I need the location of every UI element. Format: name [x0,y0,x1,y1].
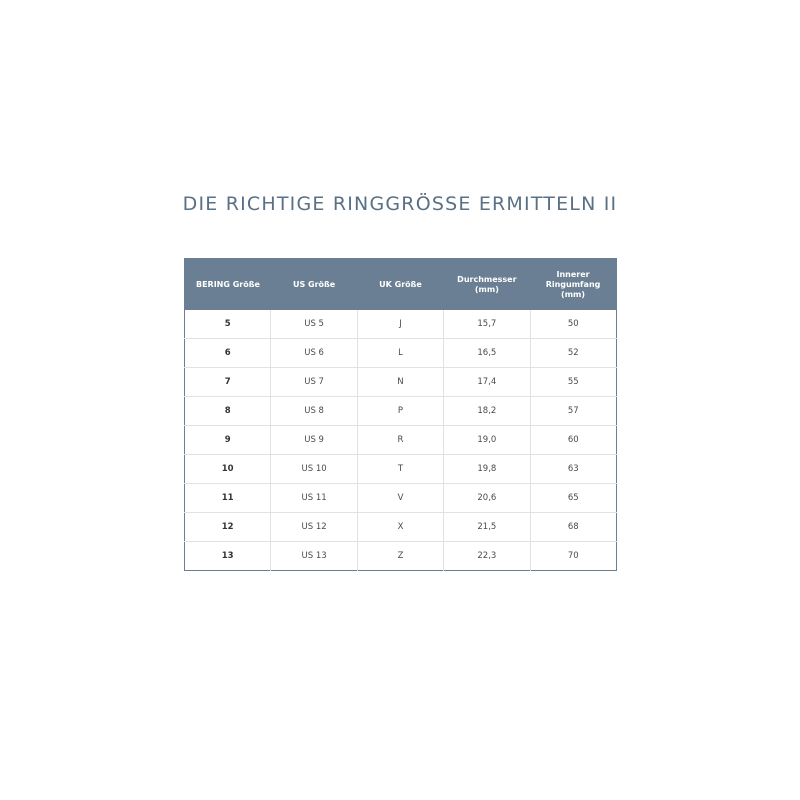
cell-circumference: 70 [567,551,579,561]
cell-us-size: US 13 [271,542,357,571]
cell-diameter: 17,4 [444,368,530,397]
cell-diameter: 22,3 [444,542,530,571]
cell-us-size: US 11 [271,484,357,513]
cell-us-size: US 10 [271,455,357,484]
cell-us-size: US 7 [271,368,357,397]
table-row [185,484,617,513]
cell-uk-size: L [357,339,443,368]
ring-size-table [184,258,617,571]
cell-us-size: US 9 [271,426,357,455]
cell-uk-size: X [357,513,443,542]
cell-diameter: 19,0 [444,426,530,455]
cell-bering-size: 11 [185,484,271,513]
cell-uk-size: T [357,455,443,484]
header-us-size: US Größe [271,259,357,311]
table-row [185,310,617,339]
cell-diameter: 15,7 [444,310,530,339]
cell-us-size: US 12 [271,513,357,542]
header-bering-size: BERING Größe [185,259,271,311]
cell-bering-size: 12 [185,513,271,542]
cell-us-size: US 6 [271,339,357,368]
cell-circumference: 68 [530,513,616,542]
cell-circumference: 60 [530,426,616,455]
cell-circumference: 63 [530,455,616,484]
header-uk-size: UK Größe [357,259,443,311]
table-row [185,455,617,484]
table-row [185,426,617,455]
table-row [185,542,617,571]
cell-circumference: 65 [530,484,616,513]
cell-uk-size: R [357,426,443,455]
header-diameter: Durchmesser (mm) [444,259,530,311]
cell-bering-size: 8 [185,397,271,426]
cell-bering-size: 10 [185,455,271,484]
cell-diameter: 20,6 [444,484,530,513]
cell-circumference: 50 [530,310,616,339]
table-row [185,397,617,426]
cell-diameter: 18,2 [444,397,530,426]
cell-bering-size: 6 [185,339,271,368]
cell-bering-size: 5 [185,310,271,339]
cell-uk-size: Z [357,542,443,571]
cell-circumference: 57 [530,397,616,426]
table-row [185,339,617,368]
cell-uk-size: N [357,368,443,397]
table-header-row [185,259,617,311]
cell-circumference: 55 [530,368,616,397]
cell-diameter: 21,5 [444,513,530,542]
header-inner-circumference: Innerer Ringumfang (mm) [530,259,616,311]
cell-us-size: US 8 [271,397,357,426]
cell-bering-size: 13 [185,542,271,571]
page-title: DIE RICHTIGE RINGGRÖSSE ERMITTELN II [182,193,618,215]
cell-us-size: US 5 [271,310,357,339]
table-row [185,368,617,397]
table-row [185,513,617,542]
cell-uk-size: V [357,484,443,513]
cell-diameter: 19,8 [444,455,530,484]
cell-bering-size: 9 [185,426,271,455]
cell-uk-size: J [357,310,443,339]
cell-circumference: 52 [530,339,616,368]
cell-bering-size: 7 [185,368,271,397]
cell-diameter: 16,5 [444,339,530,368]
cell-uk-size: P [357,397,443,426]
